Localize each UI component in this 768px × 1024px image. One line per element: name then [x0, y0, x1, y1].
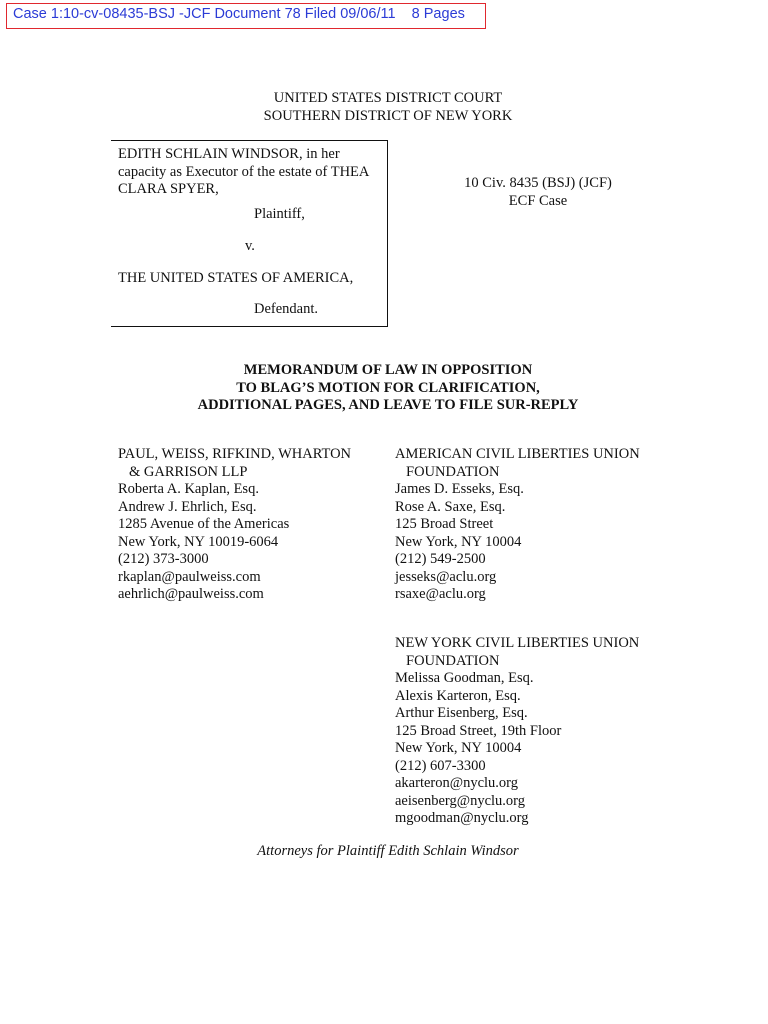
court-name: UNITED STATES DISTRICT COURT	[273, 90, 503, 106]
address-line: New York, NY 10004	[395, 740, 522, 756]
defendant-name: THE UNITED STATES OF AMERICA,	[118, 270, 354, 286]
address-line: 1285 Avenue of the Americas	[118, 516, 290, 532]
title-line-1: MEMORANDUM OF LAW IN OPPOSITION	[243, 362, 533, 378]
court-heading	[0, 90, 768, 125]
attorney-name: Roberta A. Kaplan, Esq.	[118, 481, 259, 497]
email-address: mgoodman@nyclu.org	[395, 810, 529, 826]
title-line-2: TO BLAG’S MOTION FOR CLARIFICATION,	[236, 379, 540, 396]
email-address: aehrlich@paulweiss.com	[118, 586, 264, 602]
email-address: aeisenberg@nyclu.org	[395, 792, 525, 809]
org-name-cont: FOUNDATION	[406, 463, 500, 480]
plaintiff-line-3: CLARA SPYER,	[118, 181, 219, 197]
org-name: AMERICAN CIVIL LIBERTIES UNION	[395, 446, 640, 462]
attorneys-for-plaintiff: Attorneys for Plaintiff Edith Schlain Windsor	[257, 843, 519, 859]
attorney-name: Melissa Goodman, Esq.	[395, 670, 534, 686]
address-line: 125 Broad Street	[395, 516, 494, 532]
title-line-3: ADDITIONAL PAGES, AND LEAVE TO FILE SUR-REPLY	[197, 397, 579, 413]
counsel-block-paul-weiss	[118, 446, 351, 604]
phone-number: (212) 549-2500	[395, 551, 486, 567]
phone-number: (212) 607-3300	[395, 757, 486, 774]
case-number: 10 Civ. 8435 (BSJ) (JCF)	[464, 175, 612, 191]
plaintiff-line-2: capacity as Executor of the estate of THEA	[118, 163, 370, 180]
counsel-block-aclu	[395, 446, 640, 604]
attorney-name: Andrew J. Ehrlich, Esq.	[118, 498, 257, 515]
firm-name-cont: & GARRISON LLP	[129, 463, 248, 480]
email-address: rkaplan@paulweiss.com	[118, 568, 261, 585]
ecf-filing-stamp: Case 1:10-cv-08435-BSJ -JCF Document 78 Filed 09/06/11 8 Pages	[6, 3, 486, 29]
case-type: ECF Case	[508, 192, 568, 209]
case-number-block	[388, 175, 688, 210]
attorney-name: Alexis Karteron, Esq.	[395, 687, 521, 704]
email-address: jesseks@aclu.org	[395, 568, 497, 585]
attorney-name: Rose A. Saxe, Esq.	[395, 498, 506, 515]
address-line: 125 Broad Street, 19th Floor	[395, 722, 562, 739]
plaintiff-name	[118, 146, 369, 199]
address-line: New York, NY 10004	[395, 533, 522, 550]
phone-number: (212) 373-3000	[118, 551, 209, 567]
email-address: rsaxe@aclu.org	[395, 586, 486, 602]
document-title	[0, 362, 768, 415]
counsel-block-nyclu	[395, 635, 639, 828]
org-name: NEW YORK CIVIL LIBERTIES UNION	[395, 635, 640, 651]
defendant-role: Defendant.	[254, 301, 319, 317]
versus: v.	[245, 238, 255, 254]
court-district: SOUTHERN DISTRICT OF NEW YORK	[263, 107, 513, 124]
attorney-name: Arthur Eisenberg, Esq.	[395, 705, 528, 721]
email-address: akarteron@nyclu.org	[395, 775, 519, 791]
plaintiff-line-1: EDITH SCHLAIN WINDSOR, in her	[118, 146, 340, 162]
plaintiff-role: Plaintiff,	[254, 206, 305, 222]
firm-name: PAUL, WEISS, RIFKIND, WHARTON	[118, 446, 352, 462]
address-line: New York, NY 10019-6064	[118, 533, 279, 550]
org-name-cont: FOUNDATION	[406, 652, 500, 669]
attorney-name: James D. Esseks, Esq.	[395, 481, 524, 497]
